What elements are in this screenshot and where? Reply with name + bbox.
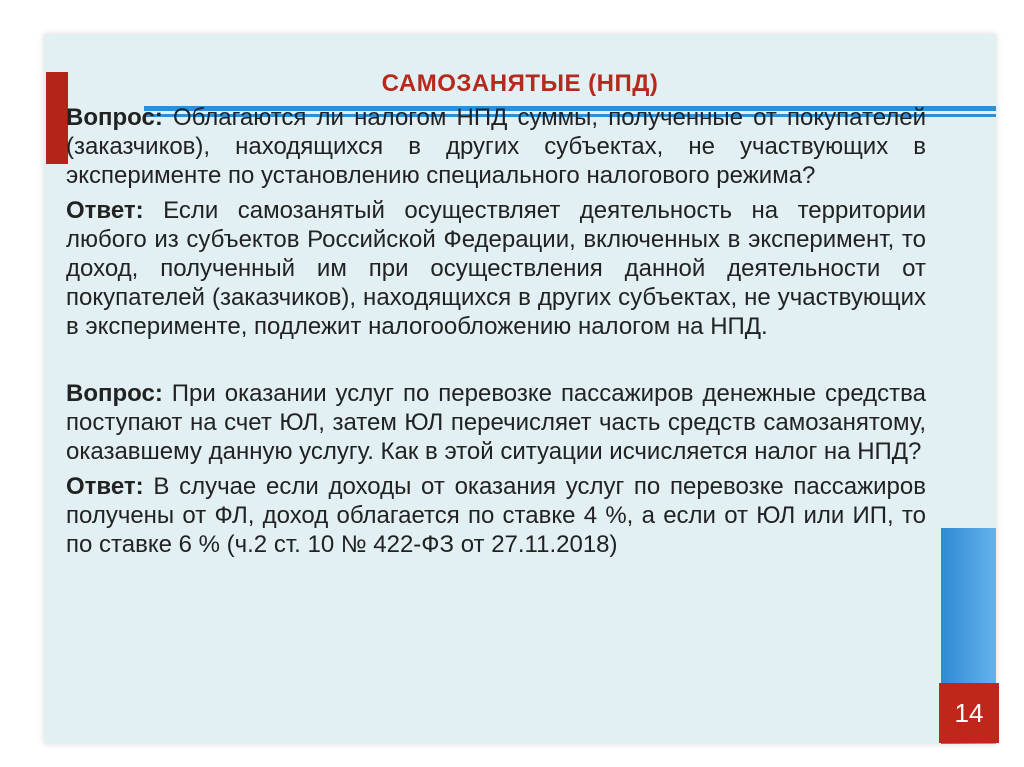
answer-2 xyxy=(66,472,926,559)
question-1-text: Облагаются ли налогом НПД суммы, полученные от покупателей (заказчиков), находящихся в других субъектах, не участвующих в эксперименте по установлению специального налогового режима? xyxy=(66,104,926,189)
slide-content xyxy=(66,103,926,559)
answer-1-text: Если самозанятый осуществляет деятельность на территории любого из субъектов Российской Федерации, включенных в эксперимент, то доход, полученный им при осуществления данной деятельности от покупателей (заказчиков), находящихся в других субъектах, не участвующих в эксперименте, подлежит налогообложению налогом на НПД. xyxy=(66,197,926,340)
question-1 xyxy=(66,103,926,190)
page-number: 14 xyxy=(939,683,999,743)
question-2-label: Вопрос: xyxy=(66,380,163,407)
answer-1-label: Ответ: xyxy=(66,197,144,224)
answer-2-label: Ответ: xyxy=(66,473,144,500)
question-1-label: Вопрос: xyxy=(66,104,163,131)
question-2 xyxy=(66,379,926,466)
answer-2-text: В случае если доходы от оказания услуг по перевозке пассажиров получены от ФЛ, доход облагается по ставке 4 %, а если от ЮЛ или ИП, то по ставке 6 % (ч.2 ст. 10 № 422-ФЗ от 27.11.2018) xyxy=(66,473,926,558)
slide-title: САМОЗАНЯТЫЕ (НПД) xyxy=(381,70,659,97)
question-2-text: При оказании услуг по перевозке пассажиров денежные средства поступают на счет ЮЛ, затем ЮЛ перечисляет часть средств самозанятому, оказавшему данную услугу. Как в этой ситуации исчисляется налог на НПД? xyxy=(66,380,927,465)
red-accent-bar xyxy=(46,72,68,164)
answer-1 xyxy=(66,196,926,341)
